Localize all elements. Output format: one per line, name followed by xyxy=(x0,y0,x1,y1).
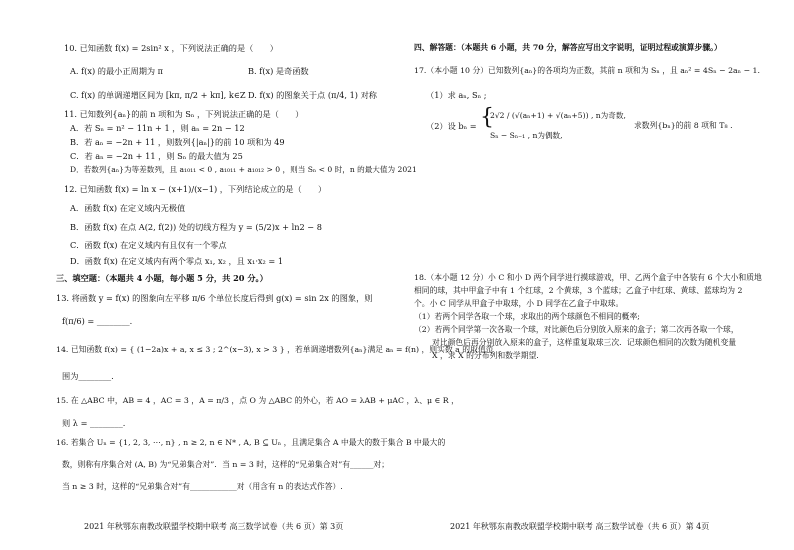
q12-option-d: D．函数 f(x) 在定义域内有两个零点 x₁, x₂ ，且 x₁·x₂ = 1 xyxy=(70,256,284,266)
section-4-heading: 四、解答题：（本题共 6 小题，共 70 分，解答应写出文字说明，证明过程或演算步骤。） xyxy=(414,43,722,52)
q14-line1: 14. 已知函数 f(x) = { (1−2a)x + a, x ≤ 3 ; 2^(x−3), x > 3 } ，若单调递增数列{aₙ}满足 aₙ = f(n) ，则实数 a 的取值范 xyxy=(56,345,494,354)
right-page-footer: 2021 年秋鄂东南教改联盟学校期中联考 高三数学试卷（共 6 页）第 4页 xyxy=(450,522,710,531)
q11-option-d: D．若数列{aₙ}为等差数列，且 a₁₀₁₁ < 0 , a₁₀₁₁ + a₁₀₁₂ > 0 ，则当 Sₙ < 0 时，n 的最大值为 2021 xyxy=(70,165,417,174)
q16-line2: 数，则称有序集合对 (A, B) 为“兄弟集合对”．当 n = 3 时，这样的“兄弟集合对”有______对； xyxy=(62,460,390,469)
q16-line3: 当 n ≥ 3 时，这样的“兄弟集合对”有____________对（用含有 n 的表达式作答）. xyxy=(62,482,343,491)
q10-option-c: C. f(x) 的单调递增区间为 [kπ, π/2 + kπ], k∈Z xyxy=(70,90,246,100)
q11-option-c: C．若 aₙ = −2n + 11 ，则 Sₙ 的最大值为 25 xyxy=(70,151,243,161)
q17-case-even: Sₙ − Sₙ₋₁ , n为偶数, xyxy=(490,131,563,140)
q17-case-odd: 2√2 / (√(aₙ+1) + √(aₙ+5)) , n为奇数, xyxy=(490,111,626,120)
q14-line2: 围为________. xyxy=(62,371,114,381)
q18-line2: 相同的球，其中甲盒子中有 1 个红球，2 个黄球，3 个蓝球；乙盒子中红球、黄球、蓝球均为 2 xyxy=(414,286,743,295)
q10-option-b: B. f(x) 是奇函数 xyxy=(248,66,309,76)
q18-part2-line2: 对比颜色后再分别放入原来的盒子，这样重复取球三次．记球颜色相同的次数为随机变量 xyxy=(432,338,737,347)
q18-part2-line1: （2）若两个同学第一次各取一个球，对比颜色后分别放入原来的盒子；第二次再各取一个球， xyxy=(414,325,739,334)
q10-option-a: A. f(x) 的最小正周期为 π xyxy=(70,66,164,76)
q12-option-a: A．函数 f(x) 在定义域内无极值 xyxy=(70,203,186,213)
q18-part1: （1）若两个同学各取一个球，求取出的两个球颜色不相同的概率; xyxy=(414,312,640,321)
q11-option-a: A．若 Sₙ = n² − 11n + 1 ，则 aₙ = 2n − 12 xyxy=(70,123,245,133)
q17-stem: 17.（本小题 10 分）已知数列{aₙ}的各项均为正数，其前 n 项和为 Sₙ ，且 aₙ² = 4Sₙ − 2aₙ − 1. xyxy=(414,66,760,75)
q17-part2-prefix: （2）设 bₙ = xyxy=(426,121,477,131)
q17-part1: （1）求 aₙ, Sₙ ; xyxy=(426,90,487,100)
q12-stem: 12. 已知函数 f(x) = ln x − (x+1)/(x−1) ，下列结论成立的是（ ） xyxy=(64,184,327,194)
section-3-heading: 三、填空题：（本题共 4 小题，每小题 5 分，共 20 分。） xyxy=(56,273,268,283)
q13-line2: f(π/6) = ________. xyxy=(62,316,133,326)
q10-option-d: D. f(x) 的图象关于点 (π/4, 1) 对称 xyxy=(248,90,377,100)
q18-line1: 18.（本小题 12 分）小 C 和小 D 两个同学进行摸球游戏，甲、乙两个盒子中各装有 6 个大小和质地 xyxy=(414,273,762,282)
q17-part2-suffix: 求数列{bₙ}的前 8 项和 T₈ . xyxy=(634,121,733,130)
q12-option-c: C．函数 f(x) 在定义域内有且仅有一个零点 xyxy=(70,240,227,250)
q18-part2-line3: X ，求 X 的分布列和数学期望. xyxy=(432,351,539,360)
q17-brace: { xyxy=(480,105,494,130)
q15-line2: 则 λ = ________. xyxy=(62,418,126,428)
q15-line1: 15. 在 △ABC 中，AB = 4 ，AC = 3 ，A = π/3 ，点 O 为 △ABC 的外心，若 AO = λAB + μAC ，λ、μ ∈ R ， xyxy=(56,396,459,405)
q11-option-b: B．若 aₙ = −2n + 11 ，则数列{|aₙ|}的前 10 项和为 49 xyxy=(70,137,285,147)
left-page-footer: 2021 年秋鄂东南教改联盟学校期中联考 高三数学试卷（共 6 页）第 3页 xyxy=(84,522,344,531)
q11-stem: 11. 已知数列{aₙ}的前 n 项和为 Sₙ ，下列说法正确的是（ ） xyxy=(64,109,304,119)
q12-option-b: B．函数 f(x) 在点 A(2, f(2)) 处的切线方程为 y = (5/2)x + ln2 − 8 xyxy=(70,222,322,232)
q18-line3: 个。小 C 同学从甲盒子中取球，小 D 同学在乙盒子中取球。 xyxy=(414,299,624,308)
q16-line1: 16. 若集合 Uₙ = {1, 2, 3, ⋯, n} , n ≥ 2, n ∈ N* , A, B ⊆ Uₙ ，且满足集合 A 中最大的数于集合 B 中最大的 xyxy=(56,438,446,447)
q10-stem: 10. 已知函数 f(x) = 2sin² x ，下列说法正确的是（ ） xyxy=(64,43,278,53)
q13-line1: 13. 将函数 y = f(x) 的图象向左平移 π/6 个单位长度后得到 g(x) = sin 2x 的图象，则 xyxy=(56,293,373,303)
